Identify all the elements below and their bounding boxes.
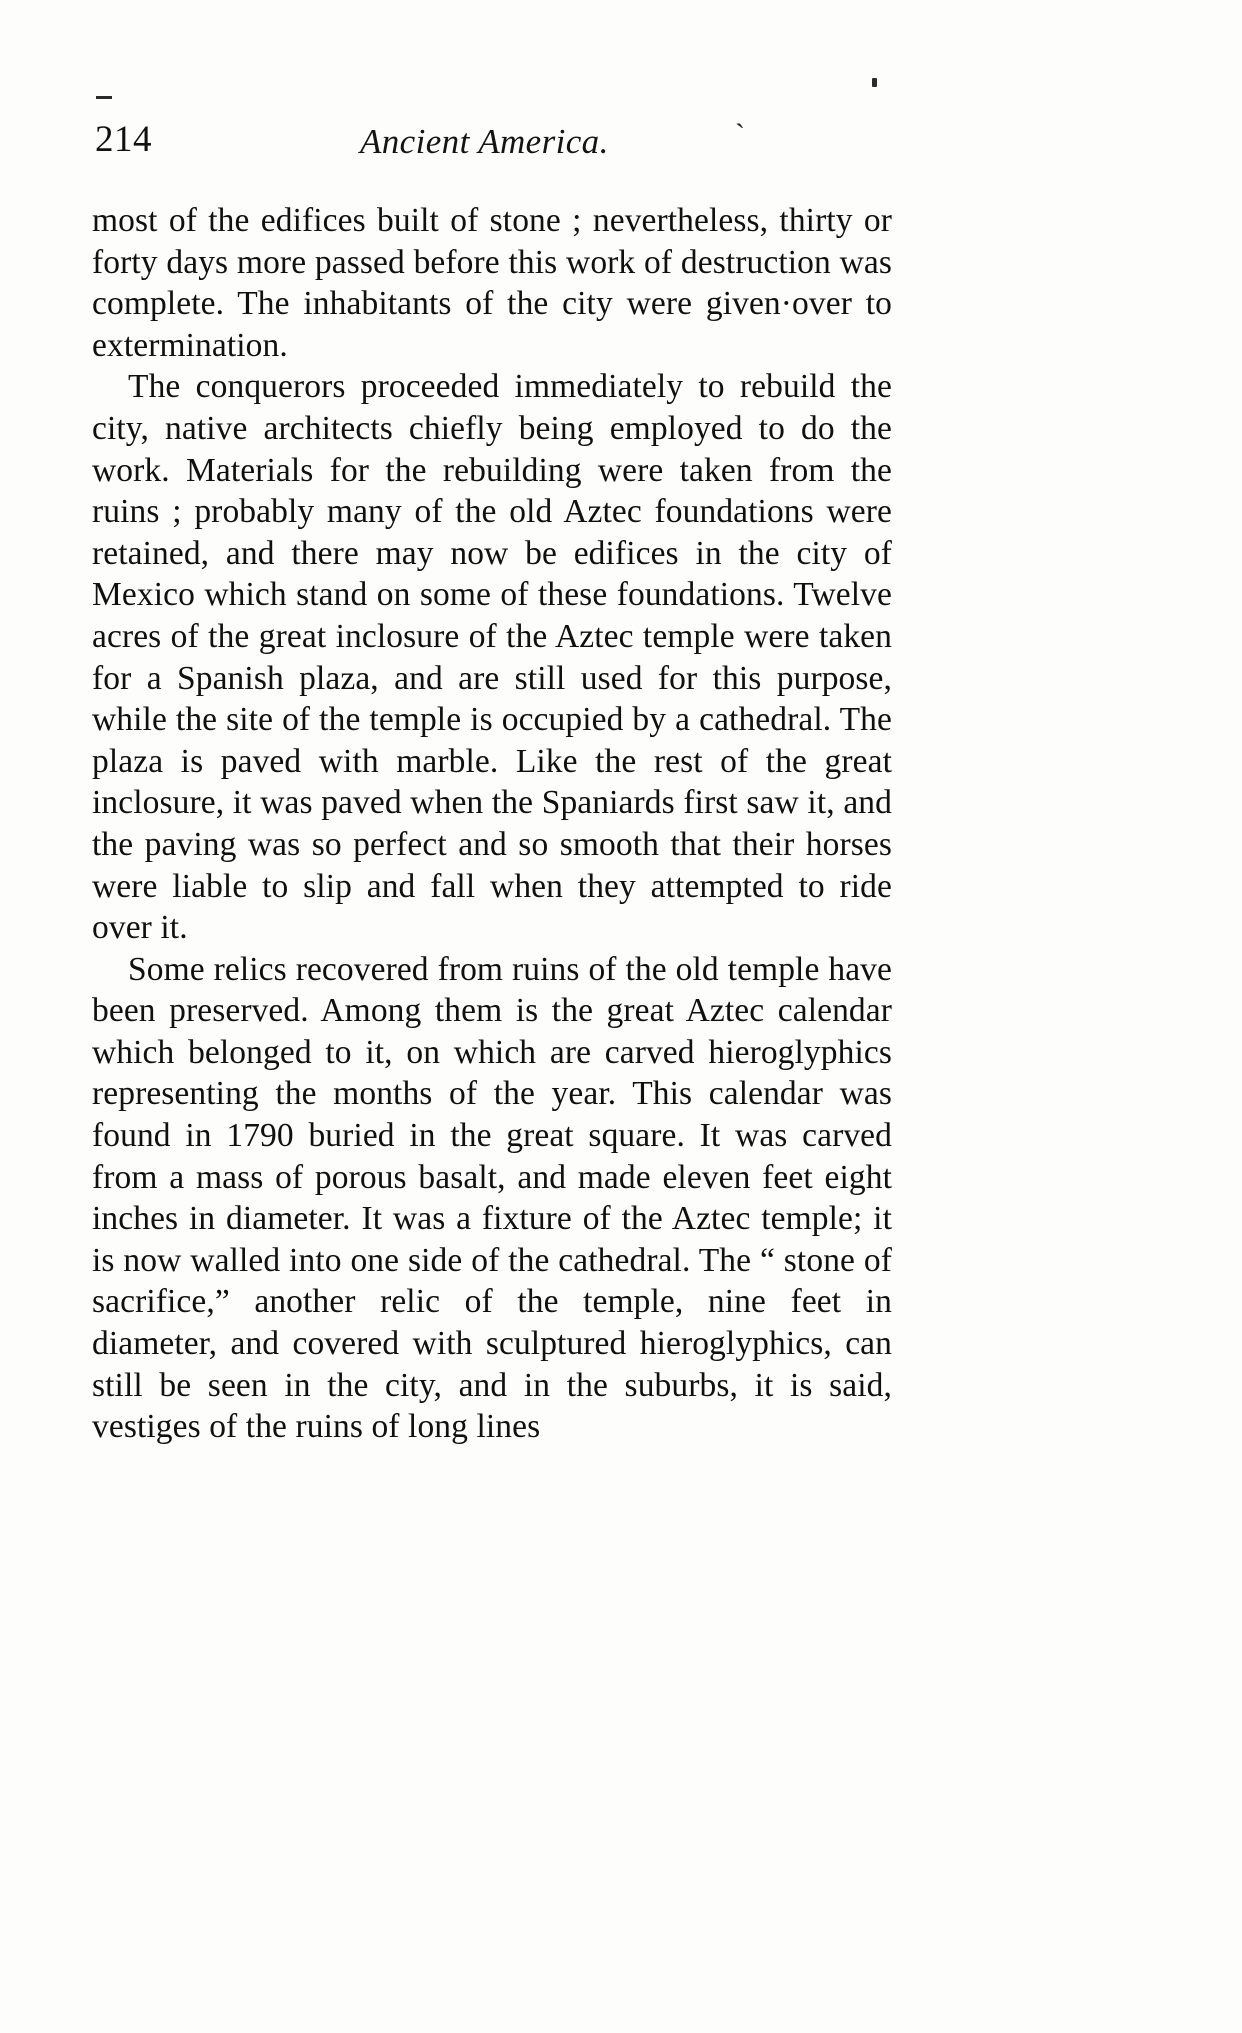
body-text: [92, 200, 892, 1448]
page-header: [95, 118, 885, 178]
page-number: 214: [95, 119, 152, 160]
paragraph: most of the edifices built of stone ; nevertheless, thirty or forty days more passed before this work of destruction was complete. The inhabitants of the city were given·over to extermination.: [92, 202, 892, 364]
paragraph: The conquerors proceeded immediately to rebuild the city, native architects chiefly being employed to do the work. Materials for the rebuilding were taken from the ruins ; probably many of the old Aztec foundations were retained, and there may now be edifices in the city of Mexico which stand on some of these foundations. Twelve acres of the great inclosure of the Aztec temple were taken for a Spanish plaza, and are still used for this purpose, while the site of the temple is occupied by a cathedral. The plaza is paved with marble. Like the rest of the great inclosure, it was paved when the Spaniards first saw it, and the paving was so perfect and so smooth that their horses were liable to slip and fall when they attempted to ride over it.: [92, 368, 892, 947]
running-title: Ancient America.: [360, 122, 609, 161]
stray-tick-mark: `: [735, 118, 745, 151]
printing-mark-right: [872, 78, 877, 87]
printing-mark-left: [96, 96, 112, 99]
paragraph: Some relics recovered from ruins of the old temple have been preserved. Among them is the great Aztec calendar which belonged to it, on which are carved hieroglyphics representing the months of the year. This calendar was found in 1790 buried in the great square. It was carved from a mass of porous basalt, and made eleven feet eight inches in diameter. It was a fixture of the Aztec temple; it is now walled into one side of the cathedral. The “ stone of sacrifice,” another relic of the temple, nine feet in diameter, and covered with sculptured hieroglyphics, can still be seen in the city, and in the suburbs, it is said, vestiges of the ruins of long lines: [92, 950, 892, 1446]
